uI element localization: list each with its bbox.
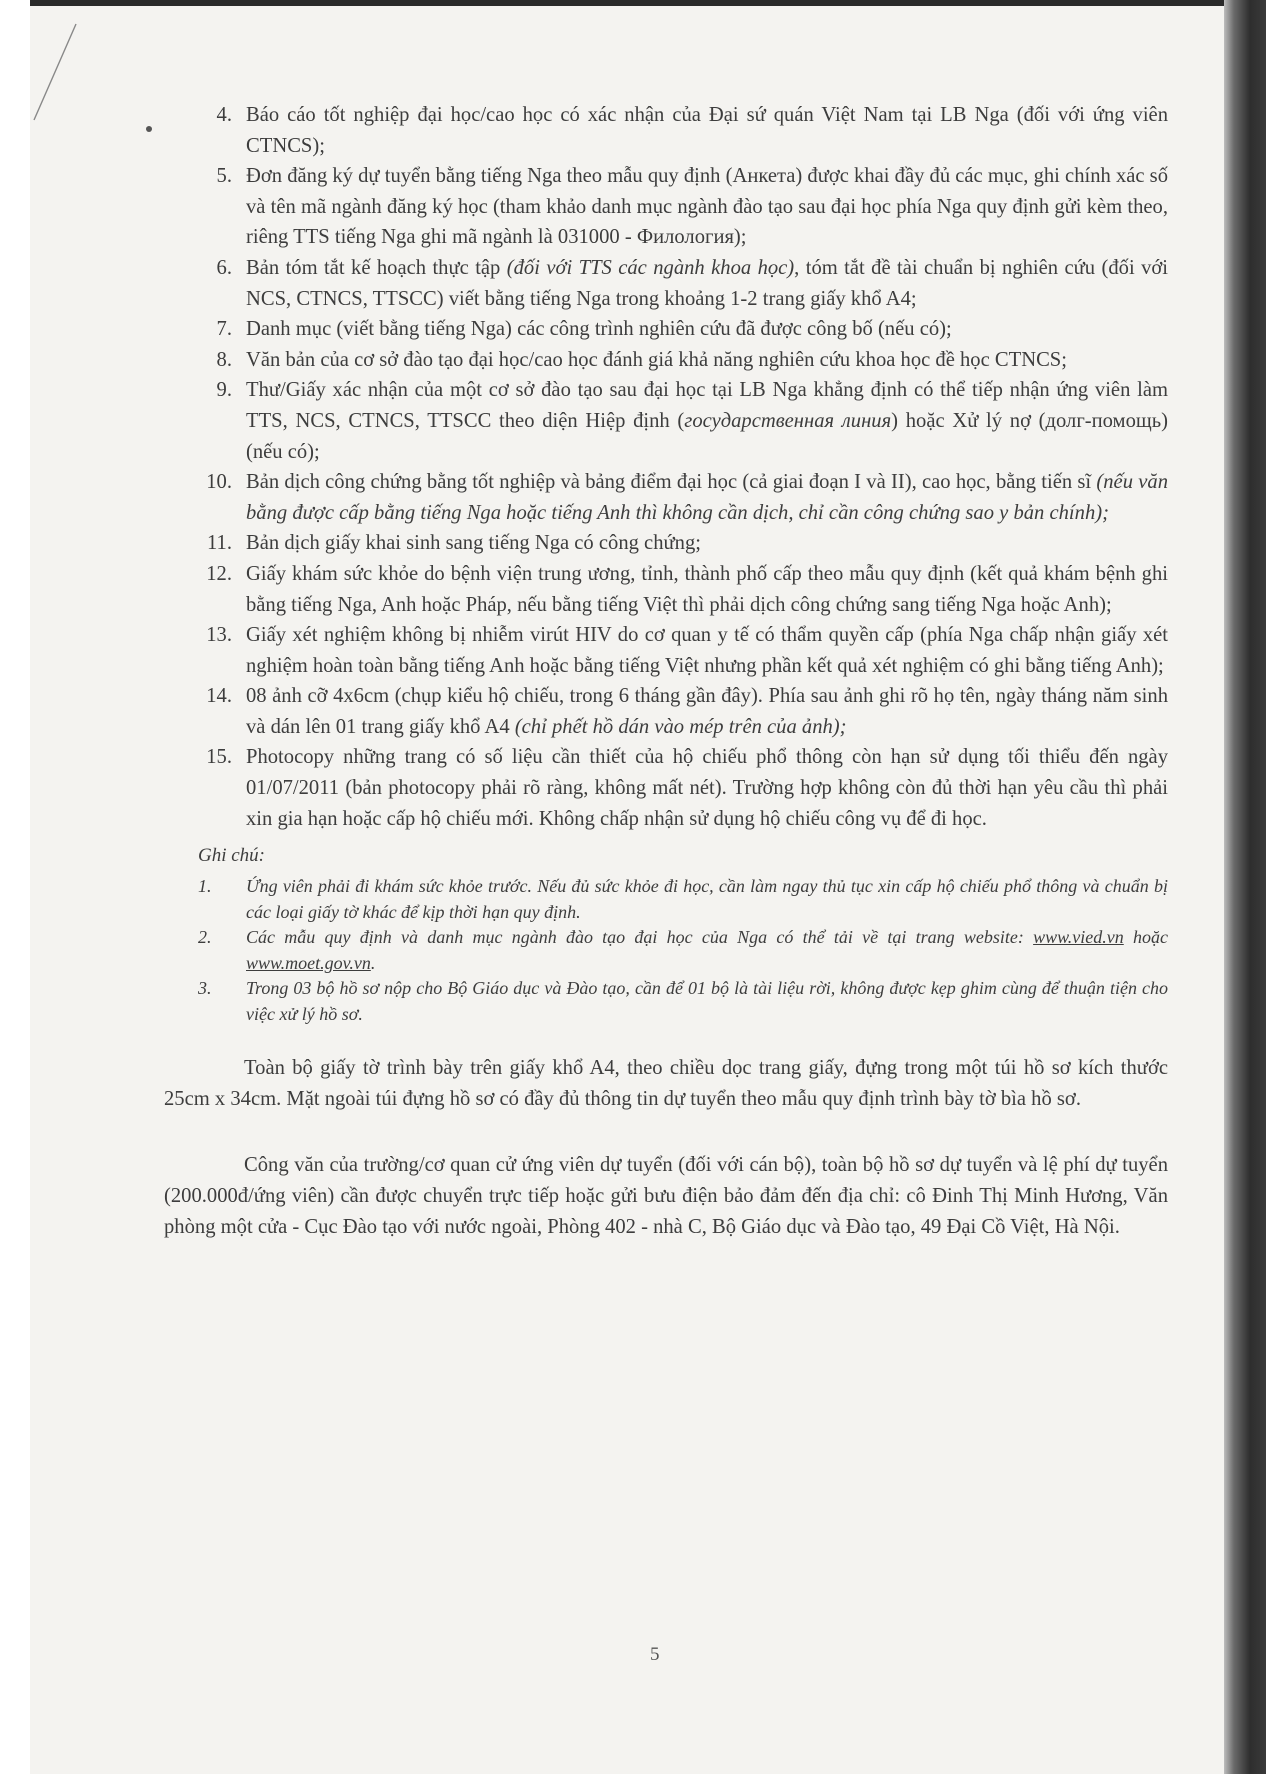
note-item: 3. Trong 03 bộ hồ sơ nộp cho Bộ Giáo dục và Đào tạo, cần để 01 bộ là tài liệu rời, không được kẹp ghim cùng để thuận tiện cho việc xử lý hồ sơ.	[198, 978, 1168, 1024]
scan-artifact-line	[28, 20, 88, 130]
list-item: 4. Báo cáo tốt nghiệp đại học/cao học có xác nhận của Đại sứ quán Việt Nam tại LB Nga (đối với ứng viên CTNCS);	[216, 104, 1168, 157]
note-item: 2. Các mẫu quy định và danh mục ngành đào tạo đại học của Nga có thể tải về tại trang website: www.vied.vn hoặc www.moet.gov.vn.	[198, 927, 1168, 973]
list-item: 15. Photocopy những trang có số liệu cần thiết của hộ chiếu phổ thông còn hạn sử dụng tối thiểu đến ngày 01/07/2011 (bản photocopy phải rõ ràng, không mất nét). Trường hợp không còn đủ thời hạn yêu cầu thì phải xin gia hạn hoặc cấp hộ chiếu mới. Không chấp nhận sử dụng hộ chiếu công vụ để đi học.	[206, 746, 1168, 830]
list-item: 13. Giấy xét nghiệm không bị nhiễm virút HIV do cơ quan y tế có thẩm quyền cấp (phía Nga chấp nhận giấy xét nghiệm hoàn toàn bằng tiếng Anh hoặc bằng tiếng Việt nhưng phần kết quả xét nghiệm có ghi bằng tiếng Anh);	[206, 624, 1168, 677]
scan-left-margin	[0, 0, 30, 1774]
paragraph-documents: Toàn bộ giấy tờ trình bày trên giấy khổ A4, theo chiều dọc trang giấy, đựng trong một túi hồ sơ kích thước 25cm x 34cm. Mặt ngoài túi đựng hồ sơ có đầy đủ thông tin dự tuyển theo mẫu quy định trình bày tờ bìa hồ sơ.	[164, 1057, 1168, 1110]
scan-right-edge	[1224, 0, 1266, 1774]
notes-list	[162, 874, 1168, 1027]
scan-dot	[146, 126, 152, 132]
requirements-list	[162, 100, 1168, 834]
list-item: 6. Bản tóm tắt kế hoạch thực tập (đối với TTS các ngành khoa học), tóm tắt đề tài chuẩn bị nghiên cứu (đối với NCS, CTNCS, TTSCC) viết bằng tiếng Nga trong khoảng 1-2 trang giấy khổ A4;	[216, 256, 1168, 310]
notes-title: Ghi chú:	[198, 845, 266, 867]
scan-top-edge	[30, 0, 1266, 6]
list-item: 14. 08 ảnh cỡ 4x6cm (chụp kiểu hộ chiếu, trong 6 tháng gần đây). Phía sau ảnh ghi rõ họ tên, ngày tháng năm sinh và dán lên 01 trang giấy khổ A4 (chỉ phết hồ dán vào mép trên của ảnh);	[206, 685, 1168, 738]
note-item: 1. Ứng viên phải đi khám sức khỏe trước. Nếu đủ sức khỏe đi học, cần làm ngay thủ tục xin cấp hộ chiếu phổ thông và chuẩn bị các loại giấy tờ khác để kịp thời hạn quy định.	[198, 876, 1168, 922]
list-item: 10. Bản dịch công chứng bằng tốt nghiệp và bảng điểm đại học (cả giai đoạn I và II), cao học, bằng tiến sĩ (nếu văn bằng được cấp bằng tiếng Nga hoặc tiếng Anh thì không cần dịch, chỉ cần công chứng sao y bản chính);	[206, 471, 1168, 524]
page-number: 5	[650, 1644, 660, 1665]
list-item: 9. Thư/Giấy xác nhận của một cơ sở đào tạo sau đại học tại LB Nga khẳng định có thể tiếp nhận ứng viên làm TTS, NCS, CTNCS, TTSCC theo diện Hiệp định (государственная линия) hoặc Xử lý nợ (долг-помощь) (nếu có);	[216, 379, 1168, 463]
list-item: 7. Danh mục (viết bằng tiếng Nga) các công trình nghiên cứu đã được công bố (nếu có);	[216, 318, 952, 341]
document-page	[162, 100, 1168, 1242]
list-item: 11. Bản dịch giấy khai sinh sang tiếng Nga có công chứng;	[207, 532, 701, 555]
paragraph-submission: Công văn của trường/cơ quan cử ứng viên dự tuyển (đối với cán bộ), toàn bộ hồ sơ dự tuyển và lệ phí dự tuyển (200.000đ/ứng viên) cần được chuyển trực tiếp hoặc gửi bưu điện bảo đảm đến địa chỉ: cô Đinh Thị Minh Hương, Văn phòng một cửa - Cục Đào tạo với nước ngoài, Phòng 402 - nhà C, Bộ Giáo dục và Đào tạo, 49 Đại Cồ Việt, Hà Nội.	[164, 1154, 1168, 1238]
list-item: 8. Văn bản của cơ sở đào tạo đại học/cao học đánh giá khả năng nghiên cứu khoa học đề học CTNCS;	[216, 348, 1067, 371]
list-item: 5. Đơn đăng ký dự tuyển bằng tiếng Nga theo mẫu quy định (Анкета) được khai đầy đủ các mục, ghi chính xác số và tên mã ngành đăng ký học (tham khảo danh mục ngành đào tạo sau đại học phía Nga quy định gửi kèm theo, riêng TTS tiếng Nga ghi mã ngành là 031000 - Филология);	[216, 165, 1168, 249]
list-item: 12. Giấy khám sức khỏe do bệnh viện trung ương, tỉnh, thành phố cấp theo mẫu quy định (kết quả khám bệnh ghi bằng tiếng Nga, Anh hoặc Pháp, nếu bằng tiếng Việt thì phải dịch công chứng sang tiếng Nga hoặc Anh);	[206, 562, 1168, 616]
vied-link[interactable]: www.vied.vn	[1033, 927, 1124, 948]
moet-link[interactable]: www.moet.gov.vn	[246, 952, 371, 973]
